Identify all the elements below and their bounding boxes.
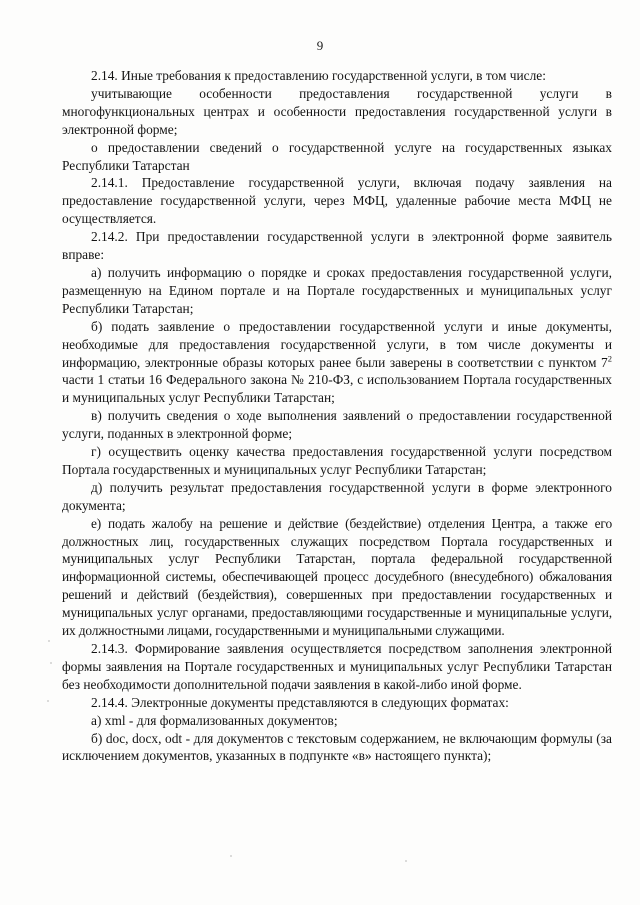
item-b-superscript: 2 — [607, 353, 612, 364]
scan-speck — [230, 855, 232, 857]
item-b-submit-application — [62, 318, 612, 408]
item-b-text-start: б) подать заявление о предоставлении государственной услуги и иные документы, необходимые для предоставления государственной услуги, в том числе документы и информацию, электронные образы которых ранее были заверены в соответствии с пунктом 7 — [62, 318, 612, 370]
scan-speck — [48, 640, 50, 642]
paragraph-languages: о предоставлении сведений о государственной услуге на государственных языках Республики Татарстан — [62, 139, 612, 173]
scan-speck — [50, 662, 52, 664]
format-a-xml: а) xml - для формализованных документов; — [91, 712, 338, 728]
format-b-doc: б) doc, docx, odt - для документов с текстовым содержанием, не включающим формулы (за исключением документов, указанных в подпункте «в» настоящего пункта); — [62, 730, 612, 764]
page-number: 9 — [316, 38, 324, 53]
item-a-information: а) получить информацию о порядке и сроках предоставления государственной услуги, размещенную на Едином портале и на Портале государственных и муниципальных услуг Республики Татарстан; — [62, 264, 612, 316]
scan-speck — [405, 860, 407, 862]
document-body — [62, 67, 612, 765]
item-e-complaint: е) подать жалобу на решение и действие (бездействие) отделения Центра, а также его должностных лиц, государственных служащих посредством Портала государственных и муниципальных услуг Республики Татарстан, портала федеральной государственной информационной системы, обеспечивающей процесс досудебного (внесудебного) обжалования решений и действий (бездействия), совершенных при предоставлении государственных и муниципальных услуг органами, предоставляющими государственные и муниципальные услуги, их должностными лицами, государственными и муниципальными служащими. — [62, 515, 612, 639]
section-2-14-4: 2.14.4. Электронные документы представляются в следующих форматах: — [91, 694, 509, 710]
item-b-text-end: части 1 статьи 16 Федерального закона № 210-ФЗ, с использованием Портала государственных и муниципальных услуг Республики Татарстан; — [62, 372, 612, 406]
section-2-14-1: 2.14.1. Предоставление государственной услуги, включая подачу заявления на предоставление государственной услуги, через МФЦ, удаленные рабочие места МФЦ не осуществляется. — [62, 175, 612, 227]
paragraph-mfc-features: учитывающие особенности предоставления государственной услуги в многофункциональных центрах и особенности предоставления государственной услуги в электронной форме; — [62, 85, 612, 137]
scan-speck — [156, 630, 158, 632]
item-d-result: д) получить результат предоставления государственной услуги в форме электронного документа; — [62, 479, 612, 513]
item-v-status: в) получить сведения о ходе выполнения заявлений о предоставлении государственной услуги, поданных в электронной форме; — [62, 408, 612, 442]
section-2-14-3: 2.14.3. Формирование заявления осуществляется посредством заполнения электронной формы заявления на Портале государственных и муниципальных услуг Республики Татарстан без необходимости дополнительной подачи заявления в какой-либо иной форме. — [62, 641, 612, 692]
section-2-14-heading: 2.14. Иные требования к предоставлению государственной услуги, в том числе: — [91, 68, 546, 83]
scan-speck — [47, 700, 49, 702]
section-2-14-2: 2.14.2. При предоставлении государственной услуги в электронной форме заявитель вправе: — [62, 229, 612, 263]
item-g-quality-assessment: г) осуществить оценку качества предоставления государственной услуги посредством Портала государственных и муниципальных услуг Республики Татарстан; — [62, 444, 612, 477]
